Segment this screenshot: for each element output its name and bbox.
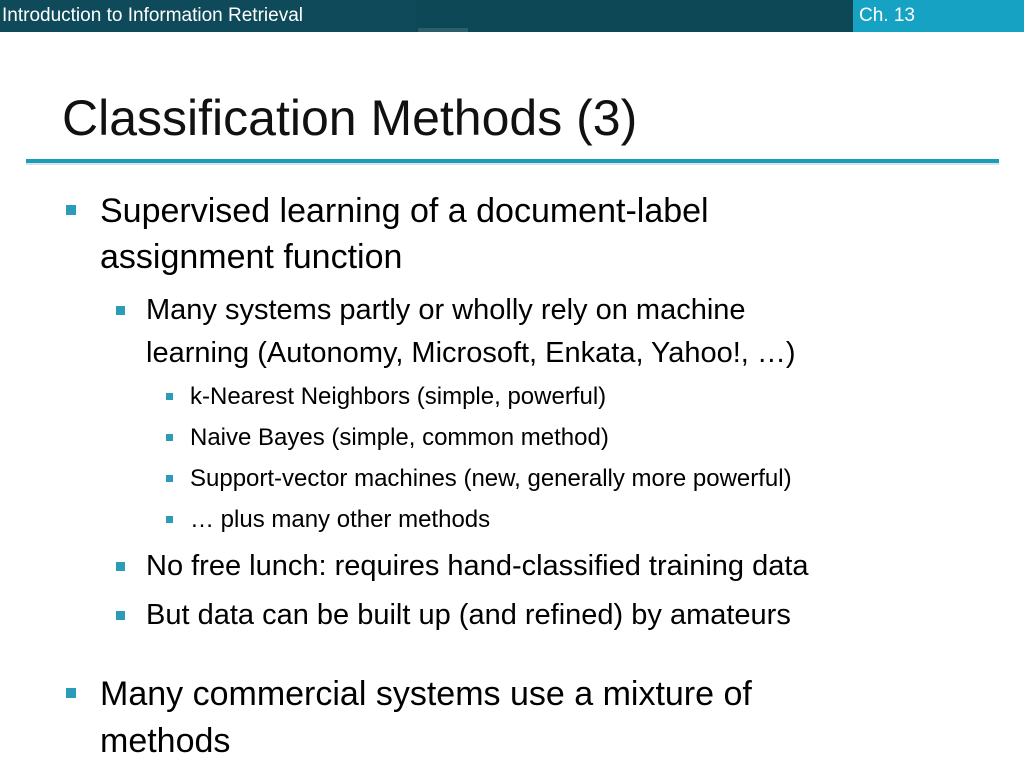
- bullet-square-icon: [166, 393, 173, 400]
- bullet-text: Many commercial systems use a mixture of: [100, 675, 752, 713]
- bullet-text: assignment function: [100, 238, 403, 276]
- bullet-text: methods: [100, 722, 231, 760]
- course-title: Introduction to Information Retrieval: [0, 0, 416, 32]
- header-tab-notch: [418, 28, 468, 32]
- bullet-square-icon: [66, 688, 76, 698]
- bullet-square-icon: [166, 434, 173, 441]
- bullet-text: learning (Autonomy, Microsoft, Enkata, Yahoo!, …): [146, 337, 796, 369]
- bullet-text: Many systems partly or wholly rely on machine: [146, 294, 746, 326]
- bullet-square-icon: [66, 205, 76, 215]
- chapter-label: Ch. 13: [853, 0, 1024, 32]
- bullet-text: Naive Bayes (simple, common method): [190, 424, 609, 451]
- bullet-text: Support-vector machines (new, generally more powerful): [190, 465, 792, 492]
- bullet-text: But data can be built up (and refined) by amateurs: [146, 599, 791, 631]
- bullet-square-icon: [116, 562, 125, 571]
- bullet-text: No free lunch: requires hand-classified training data: [146, 550, 809, 582]
- bullet-square-icon: [116, 611, 125, 620]
- bullet-text: k-Nearest Neighbors (simple, powerful): [190, 383, 607, 410]
- slide-title: Classification Methods (3): [62, 90, 638, 146]
- title-divider-shadow: [26, 163, 999, 165]
- bullet-text: Supervised learning of a document-label: [100, 192, 709, 230]
- bullet-text: … plus many other methods: [190, 506, 491, 533]
- bullet-square-icon: [116, 306, 125, 315]
- bullet-square-icon: [166, 516, 173, 523]
- bullet-square-icon: [166, 475, 173, 482]
- slide-header-bar: [0, 0, 1024, 32]
